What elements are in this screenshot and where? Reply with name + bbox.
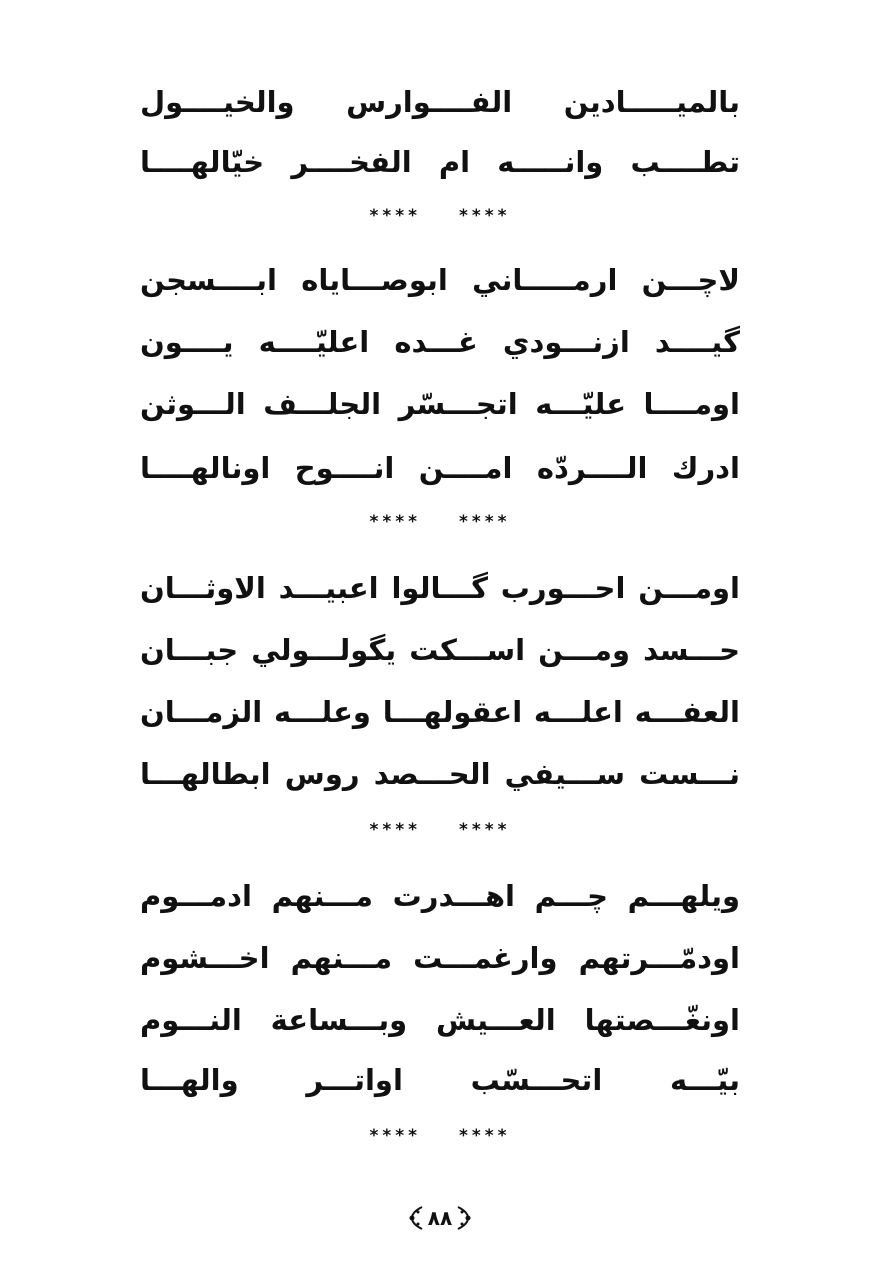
- verse-line: اونغّـــصتها العـــيش وبـــساعة النـــوم: [140, 1003, 740, 1037]
- verse-line: ادرك الــــردّه امــــن انــــوح اونالهــــا: [140, 451, 740, 485]
- page-number: [400, 1200, 480, 1236]
- separator-stars: ****: [459, 512, 511, 532]
- ornament-left-icon: [408, 1205, 424, 1231]
- separator-stars: ****: [369, 206, 421, 226]
- verse-line: اومــــا عليّـــه اتجـــسّر الجلـــف الـــوثن: [140, 387, 740, 421]
- verse-line: العفـــه اعلـــه اعقولهـــا وعلـــه الزمـــان: [140, 695, 740, 729]
- separator-stars: ****: [459, 206, 511, 226]
- verse-line: اودمّـــرتهم وارغمـــت مـــنهم اخـــشوم: [140, 941, 740, 975]
- verse-line: نـــست ســـيفي الحـــصد روس ابطالهـــا: [140, 757, 740, 791]
- separator-stars: ****: [369, 820, 421, 840]
- verse-line: بالميـــــادين الفــــوارس والخيــــول: [140, 85, 740, 119]
- verse-line: گيــــد ازنـــودي غـــده اعليّــــه يــــون: [140, 325, 740, 359]
- page-number-text: ٨٨: [427, 1206, 453, 1230]
- verse-line: تطــــب وانـــــه ام الفخــــر خيّالهــــا: [140, 145, 740, 179]
- ornament-right-icon: [456, 1205, 472, 1231]
- separator-stars: ****: [369, 512, 421, 532]
- stanza-separator: [140, 1124, 740, 1148]
- verse-line: بيّـــه اتحـــسّب اواتـــر والهـــا: [140, 1063, 740, 1097]
- separator-stars: ****: [459, 820, 511, 840]
- separator-stars: ****: [459, 1126, 511, 1146]
- stanza-separator: [140, 510, 740, 534]
- separator-stars: ****: [369, 1126, 421, 1146]
- verse-line: حـــسد ومـــن اســـكت يگولـــولي جبـــان: [140, 633, 740, 667]
- verse-line: ويلهـــم چـــم اهـــدرت مـــنهم ادمـــوم: [140, 879, 740, 913]
- stanza-separator: [140, 818, 740, 842]
- verse-line: لاچـــن ارمـــــاني ابوصـــاياه ابــــسجن: [140, 263, 740, 297]
- stanza-separator: [140, 204, 740, 228]
- verse-line: اومـــن احـــورب گـــالوا اعبيـــد الاوثـــان: [140, 571, 740, 605]
